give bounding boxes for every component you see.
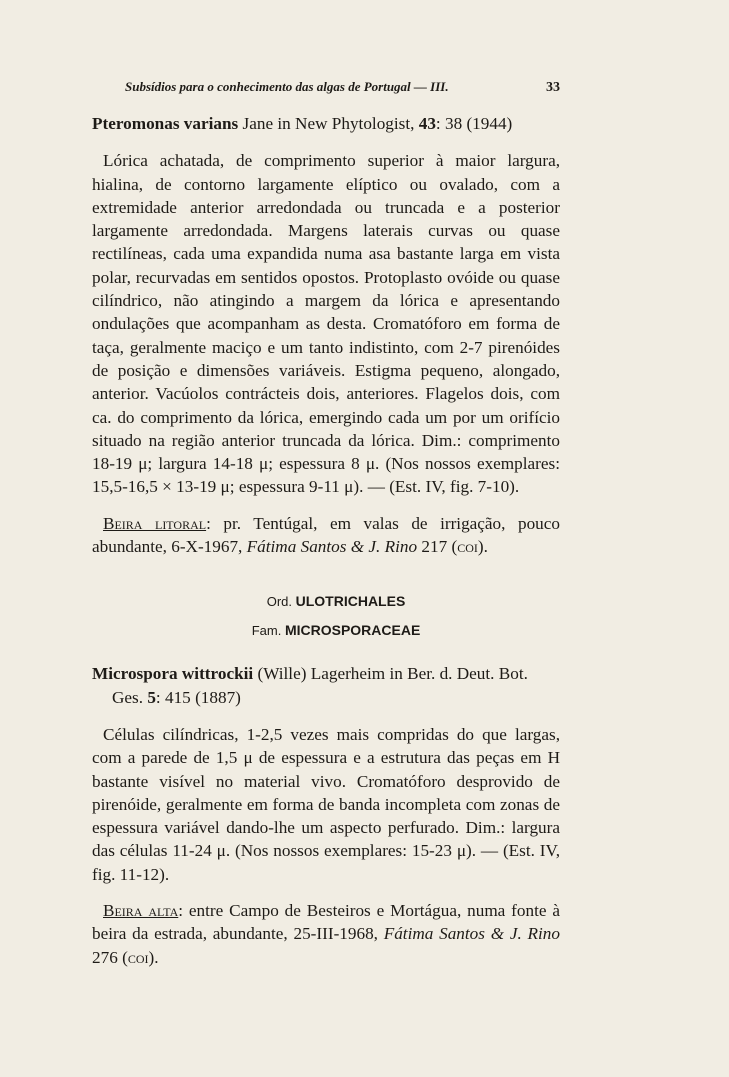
- citation-pages: : 415 (1887): [155, 687, 241, 707]
- family-heading: [92, 621, 560, 640]
- record-text: : pr. Tentúgal, em valas de irrigação, pouco abundante, 6-X-1967,: [92, 513, 560, 557]
- citation-volume: 5: [147, 687, 156, 707]
- citation-text: (Wille) Lagerheim in Ber. d. Deut. Bot. Ges.: [112, 664, 528, 707]
- region-label: Beira litoral: [103, 513, 207, 533]
- herbarium-code: coi: [457, 537, 478, 557]
- running-head: [92, 78, 560, 97]
- citation-pages: : 38 (1944): [435, 114, 513, 133]
- species-name: Pteromonas varians: [92, 114, 239, 133]
- citation-volume: 43: [418, 114, 436, 133]
- page-content: [92, 78, 560, 969]
- species-description: Lórica achatada, de comprimento superior à maior largura, hialina, de contorno largamente elíptico ou ovalado, com a extremidade anterior arredondada ou truncada e a posterior largamente arredondada. Margens laterais curvas ou quase rectilíneas, cada uma expandida numa asa bastante larga em vista polar, recurvadas em sentidos opostos. Protoplasto ovóide ou quase cilíndrico, não atingindo a margem da lórica e apresentando ondulações que acompanham as desta. Cromatóforo em forma de taça, geralmente maciço e um tanto indistinto, com 2-7 pirenóides de posição e dimensões variáveis. Estigma pequeno, alongado, anterior. Vacúolos contrácteis dois, anteriores. Flagelos dois, com ca. do comprimento da lórica, emergindo cada um por um orifício situado na região anterior truncada da lórica. Dim.: comprimento 18-19 μ; largura 14-18 μ; espessura 8 μ. (Nos nossos exemplares: 15,5-16,5 × 13-19 μ; espessura 9-11 μ). — (Est. IV, fig. 7-10).: [92, 151, 560, 497]
- family-name: MICROSPORACEAE: [284, 622, 421, 639]
- specimen-number: 276 (: [92, 947, 128, 967]
- specimen-number: 217 (: [417, 537, 458, 557]
- species-name: Microspora wittrockii: [92, 664, 254, 684]
- record-close: ).: [148, 947, 159, 967]
- order-label: Ord.: [266, 594, 292, 610]
- herbarium-code: coi: [127, 947, 149, 967]
- entry-heading-microspora: [92, 662, 560, 709]
- record-close: ).: [477, 537, 488, 557]
- region-label: Beira alta: [103, 901, 179, 921]
- order-name: ULOTRICHALES: [295, 593, 406, 610]
- entry-heading-pteromonas: [92, 112, 560, 135]
- page-number: 33: [546, 80, 560, 95]
- family-label: Fam.: [251, 623, 282, 639]
- citation-text: Jane in New Phytologist,: [238, 114, 419, 133]
- collectors: Fátima Santos & J. Rino: [246, 537, 418, 557]
- order-heading: [92, 592, 560, 611]
- species-description: Células cilíndricas, 1-2,5 vezes mais compridas do que largas, com a parede de 1,5 μ de espessura e a estrutura das peças em H bastante visível no material vivo. Cromatóforo desprovido de pirenóide, geralmente em forma de banda incompleta com zonas de espessura variável dando-lhe um aspecto perfurado. Dim.: largura das células 11-24 μ. (Nos nossos exemplares: 15-23 μ). — (Est. IV, fig. 11-12).: [92, 724, 560, 884]
- running-title: Subsídios para o conhecimento das algas de Portugal — III.: [125, 79, 449, 94]
- collection-record: [92, 512, 560, 559]
- collectors: Fátima Santos & J. Rino: [383, 924, 560, 944]
- collection-record: [92, 899, 560, 969]
- record-text: : entre Campo de Besteiros e Mortágua, numa fonte à beira da estrada, abundante, 25-III-1968,: [92, 901, 561, 944]
